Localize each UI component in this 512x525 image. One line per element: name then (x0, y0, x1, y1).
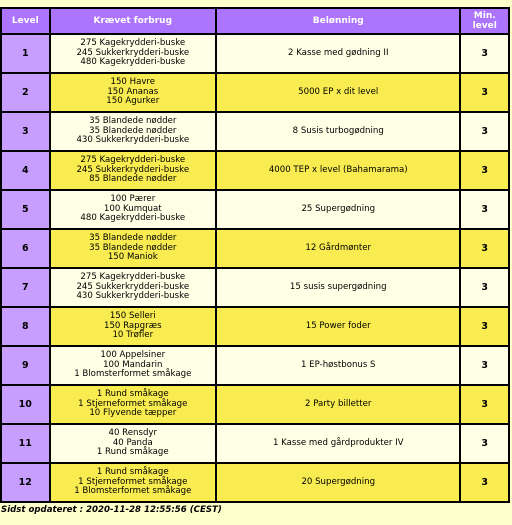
cell-reward: 1 EP-høstbonus S (217, 347, 459, 384)
cell-min-level: 3 (461, 464, 508, 501)
cell-requirement (51, 152, 216, 189)
table-header-row (2, 9, 508, 33)
requirement-line: 1 Stjerneformet småkage (78, 398, 188, 409)
requirement-line: 150 Rapgræs (104, 320, 162, 331)
requirement-line: 430 Sukkerkrydderi-buske (76, 135, 190, 146)
requirement-line: 40 Rensdyr (108, 427, 158, 438)
cell-reward: 1 Kasse med gårdprodukter IV (217, 425, 459, 462)
requirement-line: 245 Sukkerkrydderi-buske (76, 281, 190, 292)
rewards-table (0, 7, 510, 503)
cell-requirement (51, 464, 216, 501)
cell-requirement (51, 347, 216, 384)
cell-requirement (51, 113, 216, 150)
cell-reward: 2 Kasse med gødning II (217, 35, 459, 72)
last-updated-text: Sidst opdateret : 2020-11-28 12:55:56 (CEST) (1, 505, 222, 515)
cell-min-level: 3 (461, 425, 508, 462)
requirement-line: 150 Agurker (106, 96, 160, 107)
cell-level: 7 (2, 269, 49, 306)
cell-reward: 15 Power foder (217, 308, 459, 345)
cell-level: 4 (2, 152, 49, 189)
cell-min-level: 3 (461, 113, 508, 150)
requirement-line: 100 Pærer (110, 193, 156, 204)
requirement-line: 150 Havre (110, 76, 156, 87)
requirement-line: 150 Maniok (107, 252, 158, 263)
table-row (2, 425, 508, 462)
requirement-line: 100 Appelsiner (100, 349, 166, 360)
requirement-line: 275 Kagekrydderi-buske (80, 271, 186, 282)
cell-min-level: 3 (461, 35, 508, 72)
cell-min-level: 3 (461, 152, 508, 189)
header-min-level: Min. level (461, 9, 508, 33)
cell-level: 10 (2, 386, 49, 423)
table-row (2, 230, 508, 267)
header-level: Level (2, 9, 49, 33)
requirement-line: 85 Blandede nødder (89, 174, 177, 185)
requirement-line: 1 Stjerneformet småkage (78, 476, 188, 487)
cell-min-level: 3 (461, 269, 508, 306)
cell-level: 11 (2, 425, 49, 462)
rewards-table-container (0, 7, 510, 503)
table-row (2, 113, 508, 150)
cell-min-level: 3 (461, 386, 508, 423)
requirement-line: 1 Blomsterformet småkage (74, 486, 192, 497)
header-requirement: Krævet forbrug (51, 9, 216, 33)
requirement-line: 480 Kagekrydderi-buske (80, 213, 186, 224)
requirement-line: 35 Blandede nødder (89, 115, 177, 126)
table-row (2, 308, 508, 345)
requirement-line: 1 Blomsterformet småkage (74, 369, 192, 380)
requirement-line: 35 Blandede nødder (89, 125, 177, 136)
cell-level: 1 (2, 35, 49, 72)
table-row (2, 347, 508, 384)
cell-min-level: 3 (461, 308, 508, 345)
requirement-line: 1 Rund småkage (96, 447, 169, 458)
requirement-line: 150 Ananas (107, 86, 159, 97)
cell-min-level: 3 (461, 74, 508, 111)
requirement-line: 40 Panda (112, 437, 153, 448)
cell-requirement (51, 35, 216, 72)
cell-level: 8 (2, 308, 49, 345)
requirement-line: 100 Mandarin (103, 359, 163, 370)
cell-requirement (51, 308, 216, 345)
cell-level: 9 (2, 347, 49, 384)
requirement-line: 480 Kagekrydderi-buske (80, 57, 186, 68)
requirement-line: 275 Kagekrydderi-buske (80, 37, 186, 48)
requirement-line: 1 Rund småkage (96, 466, 169, 477)
table-row (2, 191, 508, 228)
cell-level: 12 (2, 464, 49, 501)
table-row (2, 35, 508, 72)
cell-reward: 12 Gårdmønter (217, 230, 459, 267)
requirement-line: 35 Blandede nødder (89, 232, 177, 243)
requirement-line: 1 Rund småkage (96, 388, 169, 399)
cell-level: 5 (2, 191, 49, 228)
requirement-line: 275 Kagekrydderi-buske (80, 154, 186, 165)
requirement-line: 430 Sukkerkrydderi-buske (76, 291, 190, 302)
cell-level: 3 (2, 113, 49, 150)
table-row (2, 269, 508, 306)
requirement-line: 10 Flyvende tæpper (89, 408, 177, 419)
cell-requirement (51, 425, 216, 462)
cell-requirement (51, 386, 216, 423)
table-row (2, 386, 508, 423)
cell-requirement (51, 269, 216, 306)
cell-min-level: 3 (461, 230, 508, 267)
cell-min-level: 3 (461, 347, 508, 384)
table-row (2, 464, 508, 501)
requirement-line: 245 Sukkerkrydderi-buske (76, 164, 190, 175)
cell-reward: 2 Party billetter (217, 386, 459, 423)
requirement-line: 10 Trøfler (112, 330, 154, 341)
requirement-line: 35 Blandede nødder (89, 242, 177, 253)
table-body (2, 35, 508, 501)
cell-reward: 5000 EP x dit level (217, 74, 459, 111)
table-row (2, 74, 508, 111)
cell-reward: 25 Supergødning (217, 191, 459, 228)
cell-reward: 20 Supergødning (217, 464, 459, 501)
table-row (2, 152, 508, 189)
cell-level: 6 (2, 230, 49, 267)
cell-reward: 8 Susis turbogødning (217, 113, 459, 150)
cell-requirement (51, 230, 216, 267)
cell-requirement (51, 191, 216, 228)
cell-level: 2 (2, 74, 49, 111)
requirement-line: 245 Sukkerkrydderi-buske (76, 47, 190, 58)
requirement-line: 100 Kumquat (103, 203, 162, 214)
cell-reward: 15 susis supergødning (217, 269, 459, 306)
cell-min-level: 3 (461, 191, 508, 228)
cell-requirement (51, 74, 216, 111)
header-reward: Belønning (217, 9, 459, 33)
requirement-line: 150 Selleri (109, 310, 156, 321)
cell-reward: 4000 TEP x level (Bahamarama) (217, 152, 459, 189)
